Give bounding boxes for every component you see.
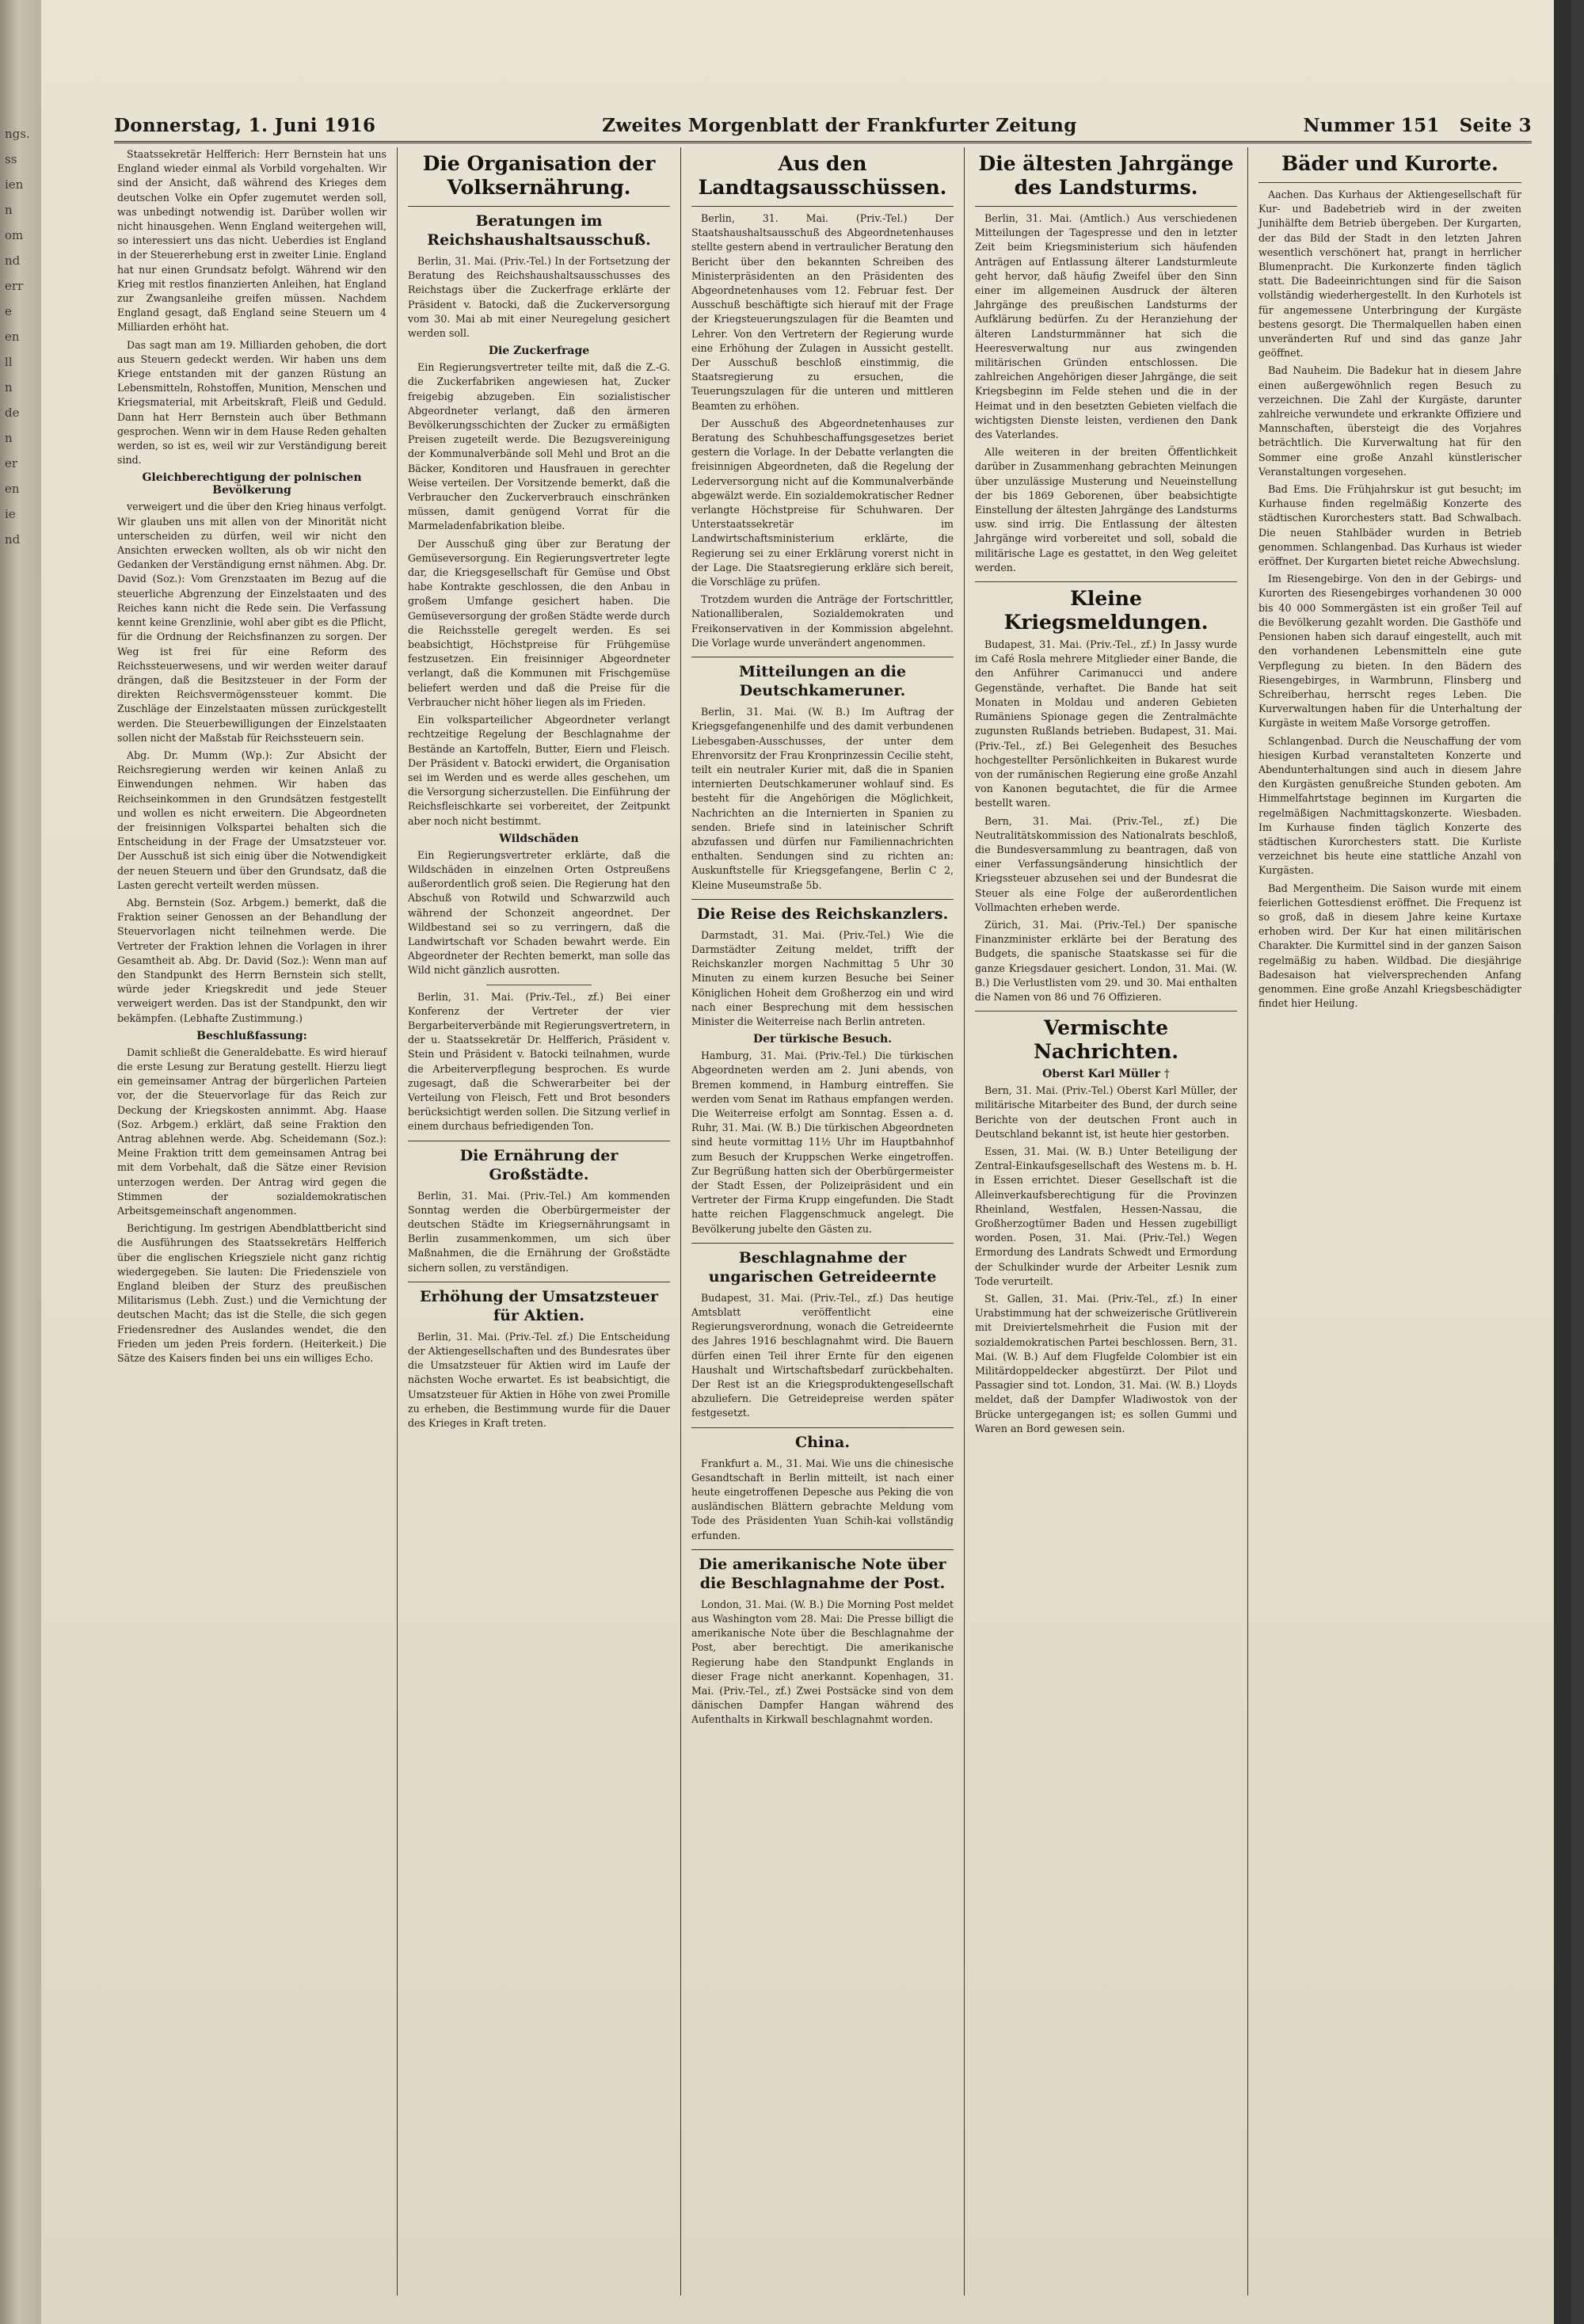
divider bbox=[691, 899, 954, 900]
article-paragraph: Frankfurt a. M., 31. Mai. Wie uns die chinesische Gesandtschaft in Berlin mitteilt, ist nach einer heute eingetroffenen Depesche aus Peking die von ausländischen Blättern gebrachte Meldung vom Tode des Präsidenten Yuan Schih-kai vollständig erfunden. bbox=[691, 1457, 954, 1541]
adjacent-page-fragment: ie bbox=[5, 507, 16, 521]
section-subheading: Beschlußfassung: bbox=[196, 1029, 307, 1042]
adjacent-page-fragment: om bbox=[5, 228, 24, 242]
article-paragraph: Darmstadt, 31. Mai. (Priv.-Tel.) Wie die Darmstädter Zeitung meldet, trifft der Reichskanzler morgen Nachmittag 5 Uhr 30 Minuten zu einem kurzen Besuche bei Seiner Königlichen Hoheit dem Großherzog ein und wird nach einer Besprechung mit dem hessischen Minister die Weiterreise nach Berlin antreten. bbox=[691, 928, 954, 1027]
article-paragraph: Der Ausschuß des Abgeordnetenhauses zur Beratung des Schuhbeschaffungsgesetzes beriet gestern die Vorlage. In der Debatte verlangten die freisinnigen Abgeordneten, daß die Regelung der Lederversorgung nicht auf die Kommunalverbände abgewälzt werde. Ein sozialdemokratischer Redner verlangte Höchstpreise für Schuhwaren. Der Unterstaatssekretär im Landwirtschaftsministerium erklärte, die Regierung sei zu einer Erklärung vorerst nicht in der Lage. Die Staatsregierung erkläre sich bereit, die Vorschläge zu prüfen. bbox=[691, 417, 954, 589]
divider bbox=[975, 1011, 1237, 1012]
article-headline: China. bbox=[795, 1433, 850, 1451]
article-paragraph: Schlangenbad. Durch die Neuschaffung der vom hiesigen Kurbad veranstalteten Konzerte und Abendunterhaltungen sind auch in diesem Jahre den Kurgästen genußreiche Stunden geboten. Am Himmelfahrtstage beginnen im Kurgarten die regelmäßigen Nachmittagskonzerte. Wiesbaden. Im Kurhause finden täglich Konzerte des städtischen Kurorchesters statt. Die Kurliste verzeichnet bis heute eine stattliche Anzahl von Kurgästen. bbox=[1258, 734, 1521, 877]
divider bbox=[691, 1243, 954, 1244]
divider bbox=[975, 206, 1237, 207]
adjacent-page-fragment: ll bbox=[5, 355, 13, 369]
page-number: Seite 3 bbox=[1459, 114, 1532, 136]
article-paragraph: Berlin, 31. Mai. (Priv.-Tel.) In der Fortsetzung der Beratung des Reichshaushaltsausschusses des Reichstags über die Zuckerfrage erklärte der Präsident v. Batocki, daß die Zuckerversorgung vom 30. Mai ab mit einer Neuregelung gesichert werden soll. bbox=[408, 255, 670, 340]
article-paragraph: Berlin, 31. Mai. (Priv.-Tel., zf.) Bei einer Konferenz der Vertreter der vier Bergarbeiterverbände mit Regierungsvertretern, in der u. Staatssekretär Dr. Helfferich, Präsident v. Stein und Präsident v. Batocki teilnahmen, wurde die Arbeiterverpflegung besprochen. Es wurde zugesagt, daß die Schwerarbeiter bei der Verteilung von Fleisch, Fett und Brot besonders berücksichtigt werden sollen. Die Sitzung verlief in einem durchaus befriedigenden Ton. bbox=[408, 990, 670, 1133]
column-2 bbox=[398, 147, 681, 2295]
divider bbox=[975, 581, 1237, 582]
article-paragraph: Essen, 31. Mai. (W. B.) Unter Beteiligung der Zentral-Einkaufsgesellschaft des Westens m. b. H. in Essen errichtet. Dieser Gesellschaft ist die Alleinverkaufsberechtigung für die Provinzen Rheinland, Westfalen, Hessen-Nassau, die Großherzogtümer Baden und Hessen zugebilligt worden. Posen, 31. Mai. (Priv.-Tel.) Wegen Ermordung des Landrats Schwedt und Ermordung der Schulkinder wurde der Arbeiter Lesnik zum Tode verurteilt. bbox=[975, 1145, 1237, 1287]
article-paragraph: Zürich, 31. Mai. (Priv.-Tel.) Der spanische Finanzminister erklärte bei der Beratung des Budgets, die spanische Staatskasse sei für die ganze Kriegsdauer gesichert. London, 31. Mai. (W. B.) Die Verlustlisten vom 29. und 30. Mai enthalten die Namen von 86 und 76 Offizieren. bbox=[975, 918, 1237, 1003]
section-subheading: Der türkische Besuch. bbox=[752, 1033, 893, 1046]
column-4 bbox=[965, 147, 1248, 2295]
article-paragraph: Berlin, 31. Mai. (Priv.-Tel. zf.) Die Entscheidung der Aktiengesellschaften und des Bundesrates über die Umsatzsteuer für Aktien wird im Laufe der nächsten Woche erwartet. Es ist beabsichtigt, die Umsatzsteuer für Aktien in Höhe von zwei Promille zu erheben, die Bestimmung wurde für die Dauer des Krieges in Kraft treten. bbox=[408, 1330, 670, 1430]
article-paragraph: Aachen. Das Kurhaus der Aktiengesellschaft für Kur- und Badebetrieb wird in der zweiten Junihälfte dem Betrieb übergeben. Der Kurgarten, der das Bild der Stadt in den letzten Jahren wesentlich verschönert hat, prangt in herrlicher Blumenpracht. Die Kurkonzerte finden täglich statt. Die Badeeinrichtungen sind für die Saison vollständig wiederhergestellt. In den Kurhotels ist für angemessene Unterbringung der Kurgäste bestens gesorgt. Die Thermalquellen haben einen unveränderten Ruf und sind das ganze Jahr geöffnet. bbox=[1258, 189, 1521, 360]
column-1 bbox=[114, 147, 398, 2295]
article-paragraph: Alle weiteren in der breiten Öffentlichkeit darüber in Zusammenhang gebrachten Meinungen über unzulässige Musterung und Neueinstellung der bis 1869 Geborenen, über beabsichtigte Einstellung der ältesten Jahrgänge des Landsturms usw. sind irrig. Die Entlassung der ältesten Jahrgänge wird vorbereitet und soll, sobald die militärische Lage es gestattet, in den Weg geleitet werden. bbox=[975, 446, 1237, 573]
adjacent-page-fragment: e bbox=[5, 304, 12, 318]
issue-date: Donnerstag, 1. Juni 1916 bbox=[114, 114, 376, 136]
adjacent-page-fragment: en bbox=[5, 330, 20, 344]
divider bbox=[408, 206, 670, 207]
dagger-icon: † bbox=[1163, 1068, 1170, 1081]
article-headline: Bäder und Kurorte. bbox=[1281, 152, 1498, 175]
page-header bbox=[114, 111, 1532, 139]
article-paragraph: Der Ausschuß ging über zur Beratung der Gemüseversorgung. Ein Regierungsvertreter legte dar, die Kriegsgesellschaft für Gemüse und Obst habe Kontrakte geschlossen, die den Anbau in großem Umfange gesichert haben. Die Gemüseversorgung der großen Städte werde durch die Reichsstelle geregelt werden. Es sei beabsichtigt, Höchstpreise für Frühgemüse festzusetzen. Ein freisinniger Abgeordneter verlangt, daß die Kommunen mit Frischgemüse beliefert werden und daß die Preise für die Verbraucher nicht höher liegen als im Frieden. bbox=[408, 537, 670, 708]
article-headline: Die Reise des Reichskanzlers. bbox=[696, 905, 949, 923]
article-paragraph: Abg. Dr. Mumm (Wp.): Zur Absicht der Reichsregierung werden wir keinen Anlaß zu Einwendungen nehmen. Wir haben das Reichseinkommen in den Grundsätzen festgestellt und wollen es nicht erweitern. Die Abgeordneten der freisinnigen Volkspartei behalten sich die Entscheidung in der Frage der Umsatzsteuer vor. Der Ausschuß ist sich einig über die Notwendigkeit der neuen Steuern und über den Grundsatz, daß die Lasten gerecht verteilt werden müssen. bbox=[117, 749, 386, 891]
article-headline: Die ältesten Jahrgänge des Landsturms. bbox=[978, 152, 1234, 199]
divider bbox=[1258, 182, 1521, 183]
article-paragraph: Bad Ems. Die Frühjahrskur ist gut besucht; im Kurhause finden regelmäßig Konzerte des städtischen Kurorchesters statt. Bad Schwalbach. Die neuen Stahlbäder wurden in Betrieb genommen. Schlangenbad. Das Kurhaus ist wieder eröffnet. Der Kurgarten bietet reiche Abwechslung. bbox=[1258, 483, 1521, 568]
adjacent-page-fragment: n bbox=[5, 380, 13, 394]
article-paragraph: verweigert und die über den Krieg hinaus verfolgt. Wir glauben uns mit allen von der Minorität nicht unterscheiden zu dürfen, weil wir nicht den Ansichten erwecken wollten, als ob wir nicht den Gedanken der Verständigung ernst nähmen. Abg. Dr. David (Soz.): Vom Grenzstaaten im Bezug auf die steuerliche Abgrenzung der Einzelstaaten und des Reiches kann nicht die Rede sein. Die Verfassung kennt keine Grenzlinie, wohl aber gibt es die Pflicht, für die Ordnung der Reichsfinanzen zu sorgen. Der Weg ist frei für eine Reform des Reichssteuerwesens, und wir werden weiter darauf drängen, daß die Besitzsteuer in der Form der direkten Reichsvermögenssteuer kommt. Die Zuschläge der Einzelstaaten müssen zurückgestellt werden. Die Steuerbewilligungen der Einzelstaaten sollen nicht der Maßstab für Reichssteuern sein. bbox=[117, 501, 386, 744]
divider bbox=[691, 206, 954, 207]
article-subheadline: Beratungen im Reichshaushaltsausschuß. bbox=[427, 212, 651, 249]
adjacent-page-fragment: ien bbox=[5, 177, 24, 192]
article-paragraph: Im Riesengebirge. Von den in der Gebirgs- und Kurorten des Riesengebirges vorhandenen 30 000 bis 40 000 Sommergästen ist ein großer Teil auf die Bevölkerung gezahlt worden. Die Gasthöfe und Pensionen haben sich darauf eingestellt, auch mit den vorhandenen Lebensmitteln eine gute Verpflegung zu bieten. In den Bädern des Riesengebirges, in Warmbrunn, Flinsberg und Schreiberhau, herrscht reges Leben. Die Kurverwaltungen haben für die Unterhaltung der Kurgäste in weitem Maße Vorsorge getroffen. bbox=[1258, 573, 1521, 730]
article-headline: Kleine Kriegsmeldungen. bbox=[1003, 587, 1209, 634]
article-paragraph: Bern, 31. Mai. (Priv.-Tel.) Oberst Karl Müller, der militärische Mitarbeiter des Bund, der durch seine Berichte von der deutschen Front auch in Deutschland bekannt ist, ist heute hier gestorben. bbox=[975, 1084, 1237, 1140]
section-subheading: Wildschäden bbox=[499, 832, 579, 845]
article-paragraph: Budapest, 31. Mai. (Priv.-Tel., zf.) Das heutige Amtsblatt veröffentlicht eine Regierungsverordnung, wonach die Getreideernte des Jahres 1916 beschlagnahmt wird. Die Bauern dürfen einen Teil ihrer Ernte für den eigenen Haushalt und Wirtschaftsbedarf zurückbehalten. Der Rest ist an die Kriegsproduktengesellschaft abzuliefern. Die Getreidepreise werden später festgesetzt. bbox=[691, 1291, 954, 1419]
article-paragraph: Hamburg, 31. Mai. (Priv.-Tel.) Die türkischen Abgeordneten werden am 2. Juni abends, von Bremen kommend, in Hamburg eintreffen. Sie werden vom Senat im Rathaus empfangen werden. Die Weiterreise erfolgt am Sonntag. Essen a. d. Ruhr, 31. Mai. (W. B.) Die türkischen Abgeordneten sind heute vormittag 11½ Uhr im Hauptbahnhof zum Besuch der Kruppschen Werke eingetroffen. Zur Begrüßung hatten sich der Oberbürgermeister der Stadt Essen, der Polizeipräsident und ein Vertreter der Firma Krupp eingefunden. Die Stadt hatte reichen Flaggenschmuck angelegt. Die Bevölkerung jubelte den Gästen zu. bbox=[691, 1050, 954, 1235]
article-paragraph: Berlin, 31. Mai. (Priv.-Tel.) Am kommenden Sonntag werden die Oberbürgermeister der deutschen Städte im Kriegsernährungsamt in Berlin zusammenkommen, um sich über Maßnahmen, die die Ernährung der Großstädte sichern sollen, zu verständigen. bbox=[408, 1189, 670, 1274]
article-paragraph: Das sagt man am 19. Milliarden gehoben, die dort aus Steuern gedeckt werden. Wir haben uns dem Kriege entstanden mit der ganzen Rüstung an Lebensmitteln, Rohstoffen, Munition, Menschen und Kriegsmaterial, mit Arbeitskraft, Fleiß und Geduld. Dann hat Herr Bernstein auch über Bethmann gesprochen. Wenn wir in dem Hause Reden gehalten werden, so ist es, weil wir zur Verständigung bereit sind. bbox=[117, 338, 386, 467]
article-headline: Die amerikanische Note über die Beschlagnahme der Post. bbox=[699, 1555, 946, 1592]
article-paragraph: Bern, 31. Mai. (Priv.-Tel., zf.) Die Neutralitätskommission des Nationalrats beschloß, die Bundesversammlung zu beantragen, daß von einer Verfassungsänderung hinsichtlich der Kriegssteuer abzusehen sei und der Bundesrat die Steuer als eine Folge der außerordentlichen Vollmachten erheben werde. bbox=[975, 814, 1237, 913]
article-headline: Vermischte Nachrichten. bbox=[1034, 1016, 1178, 1064]
article-paragraph: Damit schließt die Generaldebatte. Es wird hierauf die erste Lesung zur Beratung gestellt. Hierzu liegt ein gemeinsamer Antrag der bürgerlichen Parteien vor, der die Steuervorlage für das Reich zur Deckung der Kriegskosten annimmt. Abg. Haase (Soz. Arbgem.) erklärt, daß seine Fraktion den Antrag ablehnen werde. Abg. Scheidemann (Soz.): Meine Fraktion tritt dem gemeinsamen Antrag bei mit dem Vorbehalt, daß die Sätze einer Revision unterzogen werden. Der Antrag wird gegen die Stimmen der sozialdemokratischen Arbeitsgemeinschaft angenommen. bbox=[117, 1046, 386, 1217]
adjacent-page-fragment: nd bbox=[5, 253, 21, 268]
divider bbox=[691, 1427, 954, 1428]
adjacent-page-fragment: nd bbox=[5, 532, 21, 547]
article-paragraph: Trotzdem wurden die Anträge der Fortschrittler, Nationalliberalen, Sozialdemokraten und Freikonservativen in der Kommission abgelehnt. Die Vorlage wurde unverändert angenommen. bbox=[691, 593, 954, 649]
page-shadow bbox=[1554, 0, 1571, 2324]
article-columns bbox=[114, 147, 1532, 2295]
article-paragraph: Berlin, 31. Mai. (W. B.) Im Auftrag der Kriegsgefangenenhilfe und des damit verbundenen Liebesgaben-Ausschusses, der unter dem Ehrenvorsitz der Frau Kronprinzessin Cecilie steht, teilt ein neutraler Kurier mit, daß die in Spanien internierten Deutschkameruner wohlauf sind. Es besteht für die Angehörigen die Möglichkeit, Nachrichten an die Internierten in Spanien zu senden. Briefe sind in lateinischer Schrift abzufassen und dürfen nur Familiennachrichten enthalten. Sendungen sind zu richten an: Auskunftstelle für Kriegsgefangene, Berlin C 2, Kleine Museumstraße 5b. bbox=[691, 706, 954, 891]
article-headline: Aus den Landtagsausschüssen. bbox=[698, 152, 947, 199]
column-5 bbox=[1248, 147, 1532, 2295]
newspaper-page bbox=[41, 0, 1571, 2324]
article-paragraph: Bad Mergentheim. Die Saison wurde mit einem feierlichen Gottesdienst eröffnet. Die Frequenz ist so groß, daß in diesem Jahre keine Kurtaxe erhoben wird. Der Kur hat einen militärischen Charakter. Die Kurmittel sind in der ganzen Saison regelmäßig zu haben. Wildbad. Die diesjährige Badesaison hat vielversprechenden Anfang genommen. Eine große Anzahl Kriegsbeschädigter findet hier Heilung. bbox=[1258, 882, 1521, 1010]
adjacent-page-edge bbox=[0, 0, 41, 2324]
adjacent-page-fragment: er bbox=[5, 456, 18, 471]
edition-title: Zweites Morgenblatt der Frankfurter Zeitung bbox=[602, 114, 1077, 136]
header-rule bbox=[114, 141, 1532, 143]
article-paragraph: Berichtigung. Im gestrigen Abendblattbericht sind die Ausführungen des Staatssekretärs Helfferich über die englischen Kriegsziele nicht ganz richtig wiedergegeben. Sie lauten: Die Friedensziele von England bleiben der Sturz des preußischen Militarismus (Lebh. Zust.) und die Vernichtung der deutschen Macht; das ist die Stelle, die sich gegen Friedensredner des Auslandes wendet, die den Frieden um jeden Preis fordern. (Heiterkeit.) Die Sätze des Kaisers finden bei uns ein williges Echo. bbox=[117, 1222, 386, 1365]
adjacent-page-fragment: de bbox=[5, 406, 20, 420]
adjacent-page-fragment: ss bbox=[5, 152, 17, 166]
article-paragraph: Abg. Bernstein (Soz. Arbgem.) bemerkt, daß die Fraktion seiner Genossen an der Behandlung der Steuervorlagen nicht teilnehmen werde. Die Vertreter der Fraktion lehnen die Vorlagen in ihrer Gesamtheit ab. Abg. Dr. David (Soz.): Wenn man auf den Standpunkt des Herrn Bernstein sich stellt, würde jeder Kriegskredit und jede Steuer verweigert werden. Das ist der Standpunkt, den wir bekämpfen. (Lebhafte Zustimmung.) bbox=[117, 896, 386, 1024]
obituary-heading: Oberst Karl Müller † bbox=[1042, 1068, 1170, 1081]
article-headline: Mitteilungen an die Deutschkameruner. bbox=[738, 663, 907, 700]
article-paragraph: St. Gallen, 31. Mai. (Priv.-Tel., zf.) In einer Urabstimmung hat der schweizerische Grütliverein mit Dreiviertelsmehrheit die Fusion mit der sozialdemokratischen Partei beschlossen. Bern, 31. Mai. (W. B.) Auf dem Flugfelde Colombier ist ein Militärdoppeldecker abgestürzt. Der Pilot und Passagier sind tot. London, 31. Mai. (W. B.) Lloyds meldet, daß der Dampfer Wladiwostok von der Brücke untergegangen ist; es sollen Gummi und Waren an Bord gewesen sein. bbox=[975, 1293, 1237, 1434]
article-headline: Beschlagnahme der ungarischen Getreideernte bbox=[708, 1248, 937, 1286]
adjacent-page-fragment: err bbox=[5, 279, 24, 293]
article-paragraph: Budapest, 31. Mai. (Priv.-Tel., zf.) In Jassy wurde im Café Rosla mehrere Mitglieder einer Bande, die den Anführer Carimanucci und andere Gegenstände, verhaftet. Die Bande hat seit Monaten in Moldau und anderen Gebieten Rumäniens Spionage gegen die Zentralmächte zugunsten Rußlands betrieben. Budapest, 31. Mai. (Priv.-Tel., zf.) Bei Gelegenheit des Besuches hochgestellter Persönlichkeiten in Bukarest wurde von der rumänischen Regierung eine große Anzahl von Kanonen begutachtet, die für die Armee bestellt waren. bbox=[975, 638, 1237, 810]
section-subheading: Die Zuckerfrage bbox=[488, 345, 590, 358]
divider bbox=[691, 1549, 954, 1550]
article-paragraph: Bad Nauheim. Die Badekur hat in diesem Jahre einen außergewöhnlich regen Besuch zu verzeichnen. Die Zahl der Kurgäste, darunter zahlreiche verwundete und erkrankte Offiziere und Mannschaften, übersteigt die des Vorjahres beträchtlich. Die Kurverwaltung hat für den Sommer eine große Anzahl künstlerischer Veranstaltungen vorgesehen. bbox=[1258, 364, 1521, 478]
column-3 bbox=[681, 147, 965, 2295]
adjacent-page-fragment: n bbox=[5, 431, 13, 445]
issue-number: Nummer 151 Seite 3 bbox=[1303, 114, 1532, 136]
article-paragraph: Ein volksparteilicher Abgeordneter verlangt rechtzeitige Regelung der Beschlagnahme der Bestände an Kartoffeln, Butter, Eiern und Fleisch. Der Präsident v. Batocki erwidert, die Organisation sei im Werden und es werde alles geschehen, um die Versorgung sicherzustellen. Die Einführung der Reichsfleischkarte sei vorbereitet, der Zeitpunkt aber noch nicht bestimmt. bbox=[408, 714, 670, 827]
article-paragraph: Staatssekretär Helfferich: Herr Bernstein hat uns England wieder einmal als Vorbild vorgehalten. Wir sind der Ansicht, daß während des Krieges dem deutschen Volke ein Opfer zugemutet werden soll, was unbedingt notwendig ist. Darüber wollen wir nicht hinausgehen. Wenn England weitergehen will, so interessiert uns das nicht. Ueberdies ist England in der Steuererhebung erst in zweiter Linie. England hat nur einen Grundsatz befolgt. Während wir den Krieg mit restlos finanzierten Anleihen, hat England zur Zwangsanleihe greifen müssen. Nachdem England gesagt, daß England seine Steuern um 4 Milliarden erhöht hat. bbox=[117, 148, 386, 333]
article-paragraph: Berlin, 31. Mai. (Priv.-Tel.) Der Staatshaushaltsausschuß des Abgeordnetenhauses stellte gestern abend in vertraulicher Beratung den Bericht über den bekannten Schreiben des Ministerpräsidenten an den Präsidenten des Abgeordnetenhauses vom 12. Februar fest. Der Ausschuß beschäftigte sich hierauf mit der Frage der Kriegsteuerungszulagen für die Beamten und Lehrer. Von den Vertretern der Regierung wurde eine Erhöhung der Zulagen in Aussicht gestellt. Der Ausschuß beschloß einstimmig, die Staatsregierung zu ersuchen, die Teuerungszulagen für die unteren und mittleren Beamten zu erhöhen. bbox=[691, 212, 954, 412]
article-headline: Erhöhung der Umsatzsteuer für Aktien. bbox=[419, 1287, 659, 1324]
article-headline: Die Ernährung der Großstädte. bbox=[459, 1146, 619, 1183]
article-paragraph: Berlin, 31. Mai. (Amtlich.) Aus verschiedenen Mitteilungen der Tagespresse und den in letzter Zeit beim Kriegsministerium sich häufenden Anträgen auf Entlassung älterer Landsturmleute geht hervor, daß häufig Zweifel über den Sinn einer im allgemeinen Ausdruck der älteren Jahrgänge des preußischen Landsturms der Aufklärung bedürfen. Zu der Heranziehung der älteren Landsturmmänner hat sich die Heeresverwaltung nur aus zwingenden militärischen Gründen entschlossen. Die zahlreichen Angehörigen dieser Jahrgänge, die seit Kriegsbeginn im Felde stehen und die in der Heimat und in den besetzten Gebieten vielfach die wichtigsten Dienste leisten, verdienen den Dank des Vaterlandes. bbox=[975, 212, 1237, 441]
article-paragraph: London, 31. Mai. (W. B.) Die Morning Post meldet aus Washington vom 28. Mai: Die Presse billigt die amerikanische Note über die Beschlagnahme der Post, aber berechtigt. Die amerikanische Regierung habe den Standpunkt Englands in dieser Frage nicht anerkannt. Kopenhagen, 31. Mai. (Priv.-Tel., zf.) Zwei Postsäcke sind von dem dänischen Dampfer Hangan während des Aufenthalts in Kirkwall beschlagnahmt worden. bbox=[691, 1598, 954, 1726]
section-subheading: Gleichberechtigung der polnischen Bevölkerung bbox=[142, 471, 362, 497]
adjacent-page-fragment: ngs. bbox=[5, 127, 30, 141]
article-headline: Die Organisation der Volksernährung. bbox=[422, 152, 656, 199]
article-paragraph: Ein Regierungsvertreter erklärte, daß die Wildschäden in einzelnen Orten Ostpreußens außerordentlich groß seien. Die Regierung hat den Abschuß von Rotwild und Schwarzwild auch während der Schonzeit angeordnet. Der Wildbestand sei so zu verringern, daß die Landwirtschaft vor Schaden bewahrt werde. Ein Abgeordneter der Rechten bemerkt, man solle das Wild nicht gänzlich ausrotten. bbox=[408, 848, 670, 977]
adjacent-page-fragment: n bbox=[5, 203, 13, 217]
article-paragraph: Ein Regierungsvertreter teilte mit, daß die Z.-G. die Zuckerfabriken angewiesen hat, Zucker freigebig abzugeben. Ein sozialistischer Abgeordneter verlangt, daß den ärmeren Bevölkerungsschichten der Zucker zu ermäßigten Preisen zugeteilt werde. Die Bezugsvereinigung der Kommunalverbände soll Mehl und Brot an die Bäcker, Konditoren und Hausfrauen in gerechter Weise verteilen. Der Vorsitzende bemerkt, daß die Verbraucher den Zuckerverbrauch einschränken müssen, damit genügend Vorrat für die Marmeladenfabrikation bleibe. bbox=[408, 361, 670, 532]
adjacent-page-fragment: en bbox=[5, 482, 20, 496]
